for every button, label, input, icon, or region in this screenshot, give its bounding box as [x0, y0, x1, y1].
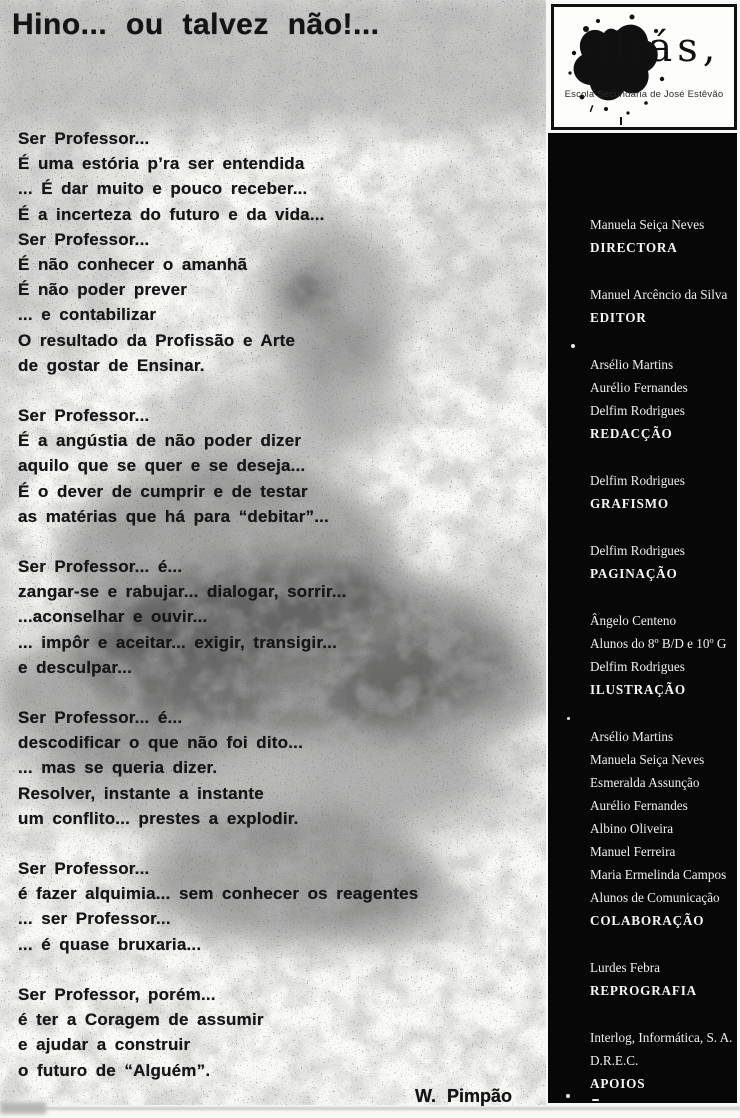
- poem-line: Ser Professor...: [18, 406, 150, 426]
- poem-stanza: [18, 705, 543, 831]
- credit-name: Lurdes Febra: [590, 960, 660, 975]
- poem-line: é fazer alquimia... sem conhecer os reagentes: [18, 884, 419, 904]
- credit-name: Aurélio Fernandes: [590, 380, 688, 395]
- poem-author: W. Pimpão: [415, 1086, 513, 1106]
- credit-group: [590, 539, 729, 585]
- poem-line: Ser Professor... é...: [18, 557, 183, 577]
- credit-name: D.R.E.C.: [590, 1053, 639, 1068]
- credit-name: Arsélio Martins: [590, 357, 674, 372]
- credit-role: REPROGRAFIA: [590, 983, 697, 998]
- credit-name: Arsélio Martins: [590, 729, 674, 744]
- credit-role: REDACÇÃO: [590, 426, 673, 441]
- credit-name: Aurélio Fernandes: [590, 798, 688, 813]
- credit-role: APOIOS: [590, 1076, 646, 1091]
- poem-line: Ser Professor, porém...: [18, 984, 216, 1004]
- poem-line: ... impôr e aceitar... exigir, transigir...: [18, 632, 338, 652]
- credit-group: [590, 956, 729, 1002]
- poem-line: Resolver, instante a instante: [18, 783, 264, 803]
- credit-role: ILUSTRAÇÃO: [590, 682, 686, 697]
- credit-name: Manuel Ferreira: [590, 844, 676, 859]
- poem-line: zangar-se e rabujar... dialogar, sorrir...: [18, 582, 347, 602]
- credit-role: EDITOR: [590, 310, 647, 325]
- credit-group: [590, 213, 729, 259]
- poem-line: Ser Professor... é...: [18, 708, 183, 728]
- credit-name: Alunos de Comunicação: [590, 890, 720, 905]
- poem-line: ... ser Professor...: [18, 909, 171, 929]
- credit-group: [590, 1026, 733, 1095]
- scan-speck: [567, 717, 570, 720]
- poem-line: um conflito... prestes a explodir.: [18, 808, 299, 828]
- poem-line: aquilo que se quer e se deseja...: [18, 456, 306, 476]
- poem-line: de gostar de Ensinar.: [18, 355, 205, 375]
- credit-name: Interlog, Informática, S. A.: [590, 1030, 733, 1045]
- masthead-logo-text: aliás,: [584, 25, 721, 71]
- poem-line: ... e contabilizar: [18, 305, 157, 325]
- poem-line: é ter a Coragem de assumir: [18, 1010, 264, 1030]
- credit-name: Ângelo Centeno: [590, 613, 677, 628]
- scan-corner-smudge: [0, 1102, 46, 1114]
- poem-line: É o dever de cumprir e de testar: [18, 481, 308, 501]
- credit-name: Maria Ermelinda Campos: [590, 867, 727, 882]
- credit-name: Delfim Rodrigues: [590, 403, 685, 418]
- poem-line: Ser Professor...: [18, 859, 150, 879]
- credit-name: Delfim Rodrigues: [590, 473, 685, 488]
- poem-line: Ser Professor...: [18, 129, 150, 148]
- credit-name: Esmeralda Assunção: [590, 775, 700, 790]
- credit-name: Manuel Arcêncio da Silva: [590, 287, 728, 302]
- scan-speck: [566, 1094, 570, 1098]
- poem-line: É a angústia de não poder dizer: [18, 431, 302, 451]
- credit-role: DIRECTORA: [590, 240, 678, 255]
- credits-panel: [548, 133, 737, 1103]
- scan-edge-line: [28, 1107, 740, 1110]
- poem-stanza: [18, 126, 543, 378]
- credit-group: [590, 353, 729, 445]
- credit-group: [590, 283, 729, 329]
- poem-line: as matérias que há para “debitar”...: [18, 506, 329, 526]
- poem-stanza: [18, 856, 543, 957]
- scan-speck: [571, 344, 575, 348]
- poem-line: e ajudar a construir: [18, 1035, 191, 1055]
- credit-role: GRAFISMO: [590, 496, 669, 511]
- poem-line: ... É dar muito e pouco receber...: [18, 179, 308, 199]
- poem-line: É a incerteza do futuro e da vida...: [18, 204, 325, 224]
- poem-stanza: [18, 554, 543, 680]
- poem-line: ...aconselhar e ouvir...: [18, 607, 208, 627]
- scan-speck: [592, 1099, 599, 1101]
- poem-line: É não conhecer o amanhã: [18, 255, 248, 275]
- credit-name: Delfim Rodrigues: [590, 659, 685, 674]
- poem-line: Ser Professor...: [18, 229, 150, 249]
- poem: [18, 126, 543, 1083]
- credit-name: Manuela Seiça Neves: [590, 752, 705, 767]
- credit-group: [590, 609, 729, 701]
- credit-name: Manuela Seiça Neves: [590, 217, 705, 232]
- poem-line: o futuro de “Alguém”.: [18, 1060, 211, 1080]
- poem-line: É uma estória p’ra ser entendida: [18, 154, 305, 174]
- poem-stanza: [18, 982, 543, 1083]
- page-title: Hino... ou talvez não!...: [12, 8, 380, 41]
- masthead-school-name: Escola Secundária de José Estêvão: [564, 89, 724, 100]
- credit-group: [590, 469, 729, 515]
- masthead-logo-box: [551, 4, 737, 130]
- credit-role: COLABORAÇÃO: [590, 913, 705, 928]
- credit-name: Alunos do 8º B/D e 10º G: [590, 636, 727, 651]
- credit-role: PAGINAÇÃO: [590, 566, 678, 581]
- poem-line: ... mas se queria dizer.: [18, 758, 218, 778]
- poem-line: descodificar o que não foi dito...: [18, 733, 303, 753]
- poem-line: O resultado da Profissão e Arte: [18, 330, 296, 350]
- credit-name: Delfim Rodrigues: [590, 543, 685, 558]
- credit-group: [590, 725, 729, 932]
- poem-line: É não poder prever: [18, 280, 188, 300]
- poem-line: ... é quase bruxaria...: [18, 934, 202, 954]
- poem-stanza: [18, 403, 543, 529]
- credit-name: Albino Oliveira: [590, 821, 674, 836]
- poem-line: e desculpar...: [18, 657, 133, 677]
